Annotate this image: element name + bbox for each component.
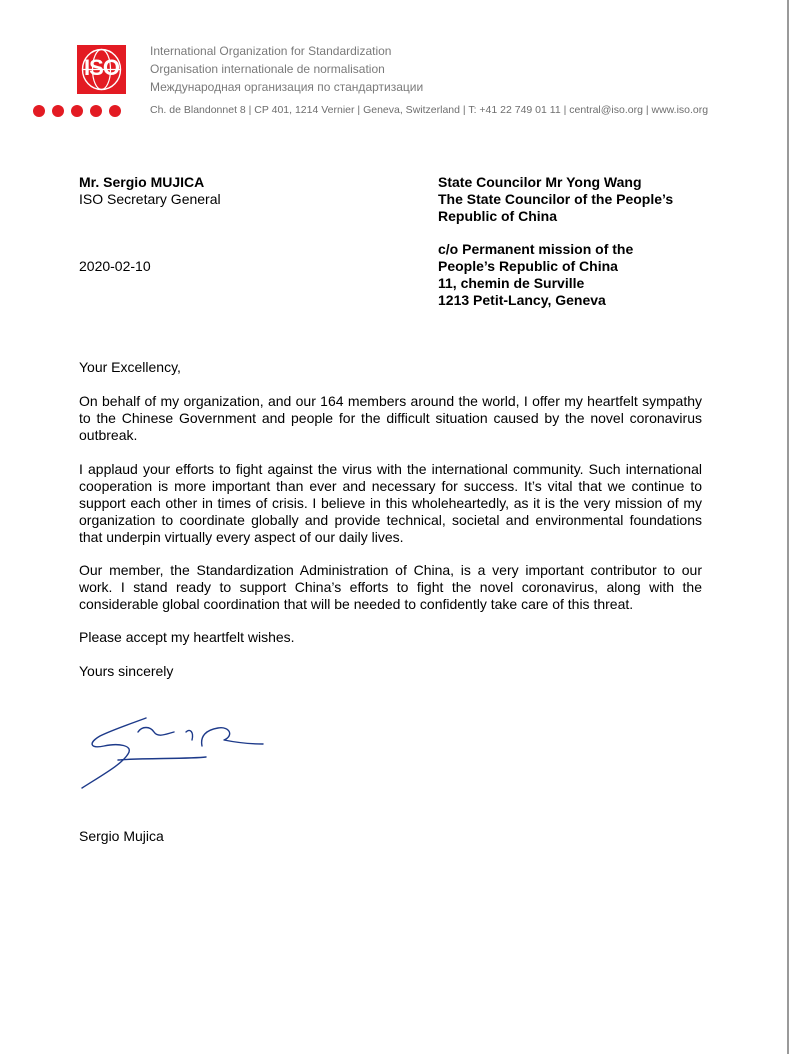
- signatory-name: Sergio Mujica: [79, 828, 164, 844]
- recipient-care-of-2: People’s Republic of China: [438, 258, 618, 274]
- recipient-city: 1213 Petit-Lancy, Geneva: [438, 292, 606, 308]
- sender-name: Mr. Sergio MUJICA: [79, 174, 205, 190]
- recipient-care-of-1: c/o Permanent mission of the: [438, 241, 634, 257]
- handwritten-signature: [78, 710, 283, 795]
- logo-text: ISO: [84, 55, 119, 80]
- sender-title: ISO Secretary General: [79, 191, 221, 207]
- recipient-street: 11, chemin de Surville: [438, 275, 585, 291]
- body-paragraph: Our member, the Standardization Administration of China, is a very important contributor to our work. I stand ready to support China’s efforts to fight the novel coronavirus, along with the considerable global coordination that will be needed to confidently take care of this threat.: [79, 562, 702, 612]
- letterhead-address: Ch. de Blandonnet 8 | CP 401, 1214 Vernier | Geneva, Switzerland | T: +41 22 749 01 11 | central@iso.org | www.iso.org: [150, 104, 709, 116]
- recipient-line-1: State Councilor Mr Yong Wang: [438, 174, 642, 190]
- brand-dot: [52, 105, 64, 117]
- recipient-line-2: The State Councilor of the People’s: [438, 191, 674, 207]
- brand-dot: [71, 105, 83, 117]
- salutation: Your Excellency,: [79, 359, 181, 375]
- brand-dot: [90, 105, 102, 117]
- letter-date: 2020-02-10: [79, 258, 151, 274]
- recipient-line-3: Republic of China: [438, 208, 557, 224]
- body-paragraph: Please accept my heartfelt wishes.: [79, 629, 295, 645]
- brand-dot: [33, 105, 45, 117]
- body-paragraph: On behalf of my organization, and our 164 members around the world, I offer my heartfelt sympathy to the Chinese Government and people for the difficult situation caused by the novel coronavirus outbreak.: [79, 393, 702, 443]
- org-name-fr: Organisation internationale de normalisation: [150, 62, 385, 76]
- org-name-en: International Organization for Standardization: [150, 44, 392, 58]
- iso-logo: [77, 45, 126, 94]
- closing: Yours sincerely: [79, 663, 174, 679]
- brand-dot: [109, 105, 121, 117]
- org-name-ru: Международная организация по стандартизации: [150, 80, 424, 94]
- body-paragraph: I applaud your efforts to fight against the virus with the international community. Such international cooperation is more important than ever and necessary for success. It’s vital that we continue to support each other in times of crisis. I believe in this wholeheartedly, as it is the very mission of my organization to coordinate globally and provide technical, societal and environmental foundations that underpin virtually every aspect of our daily lives.: [79, 461, 702, 545]
